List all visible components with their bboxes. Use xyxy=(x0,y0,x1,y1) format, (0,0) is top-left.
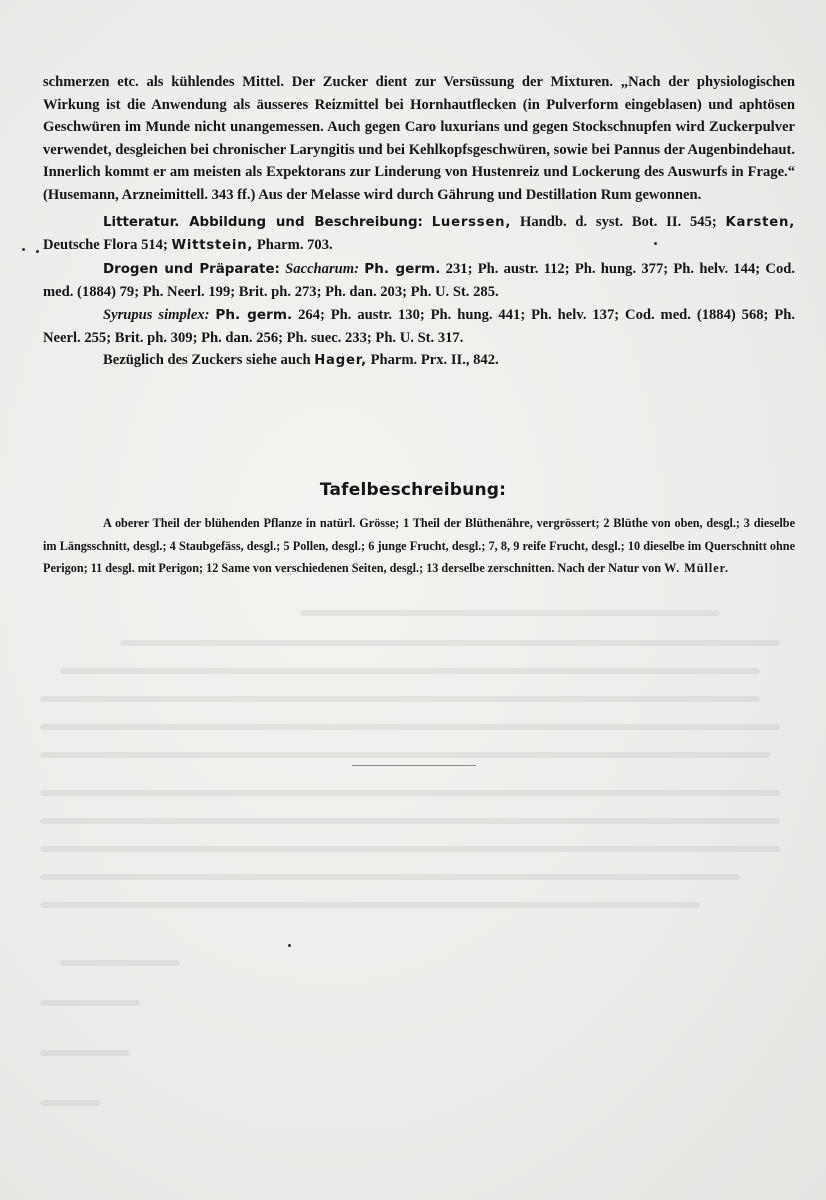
literature-ref-1: Handb. d. syst. Bot. II. 545; xyxy=(519,213,717,230)
plate-description-body: A oberer Theil der blühenden Pflanze in natürl. Grösse; 1 Theil der Blüthenähre, vergrössert; 2 Blüthe von oben, desgl.; 3 dieselbe im Längsschnitt, desgl.; 4 Staubgefäss, desgl.; 5 Pollen, desgl.; 6 junge Frucht, desgl.; 7, 8, 9 reife Frucht, desgl.; 10 dieselbe im Querschnitt ohne Perigon; 11 desgl. mit Perigon; 12 Same von verschiedenen Seiten, desgl.; 13 derselbe zerschnitten. Nach der Natur von xyxy=(43,516,795,575)
author-karsten: Karsten, xyxy=(725,214,796,230)
pharmacopoeia-germ: Ph. germ. xyxy=(364,260,441,277)
paragraph-sugar-usage: schmerzen etc. als kühlendes Mittel. Der Zucker dient zur Versüssung der Mixturen. „Nach der physiologischen Wirkung ist die Anwendung als äusseres Reizmittel bei Hornhautflecken (in Pulverform eingeblasen) und aphtösen Geschwüren im Munde nicht unangemessen. Auch gegen Caro luxurians und gegen Stockschnupfen wird Zuckerpulver verwendet, desgleichen bei chronischer Laryngitis und bei Kehlkopfsgeschwüren, sowie bei Pannus der Augenbindehaut. Innerlich kommt er am meisten als Expektorans zur Linderung von Hustenreiz und Lockerung des Auswurfs in Frage.“ (Husemann, Arzneimittell. 343 ff.) Aus der Melasse wird durch Gährung und Destillation Rum gewonnen. xyxy=(43,74,795,203)
speck xyxy=(288,944,291,947)
paragraph-drugs xyxy=(43,258,795,304)
section-divider xyxy=(352,765,476,766)
paragraph-literature xyxy=(43,211,795,258)
author-wittstein: Wittstein, xyxy=(171,238,254,254)
speck xyxy=(22,248,25,251)
drugs-label: Drogen und Präparate: xyxy=(103,261,280,277)
plate-description-title: Tafelbeschreibung: xyxy=(319,480,507,500)
paragraph-reference xyxy=(43,349,795,373)
pharmacopoeia-germ: Ph. germ. xyxy=(215,306,293,323)
reference-text-2: Pharm. Prx. II., 842. xyxy=(370,352,499,369)
plate-description-text xyxy=(43,512,795,580)
speck xyxy=(36,250,39,253)
drug-refs: 231; Ph. austr. 112; Ph. hung. 377; Ph. helv. 144; Cod. med. (1884) 79; Ph. Neerl. 199; Brit. ph. 273; Ph. dan. 203; Ph. U. St. 285. xyxy=(43,260,796,301)
literature-label: Litteratur. Abbildung und Beschreibung: xyxy=(103,214,423,230)
author-hager: Hager, xyxy=(314,353,367,369)
reference-text: Bezüglich des Zuckers siehe auch xyxy=(103,352,311,369)
author-luerssen: Luerssen, xyxy=(431,214,512,230)
syrupus-refs: 264; Ph. austr. 130; Ph. hung. 441; Ph. helv. 137; Cod. med. (1884) 568; Ph. Neerl. 255; Brit. ph. 309; Ph. dan. 256; Ph. suec. 233; Ph. U. St. 317. xyxy=(43,306,796,346)
literature-ref-2: Deutsche Flora 514; xyxy=(43,237,168,254)
drug-saccharum: Saccharum: xyxy=(285,260,359,277)
literature-ref-3: Pharm. 703. xyxy=(256,237,333,254)
illustrator-name: W. Müller. xyxy=(664,561,730,575)
main-text-block xyxy=(43,71,795,373)
paragraph-syrupus xyxy=(43,304,795,349)
drug-syrupus: Syrupus simplex: xyxy=(103,306,210,323)
